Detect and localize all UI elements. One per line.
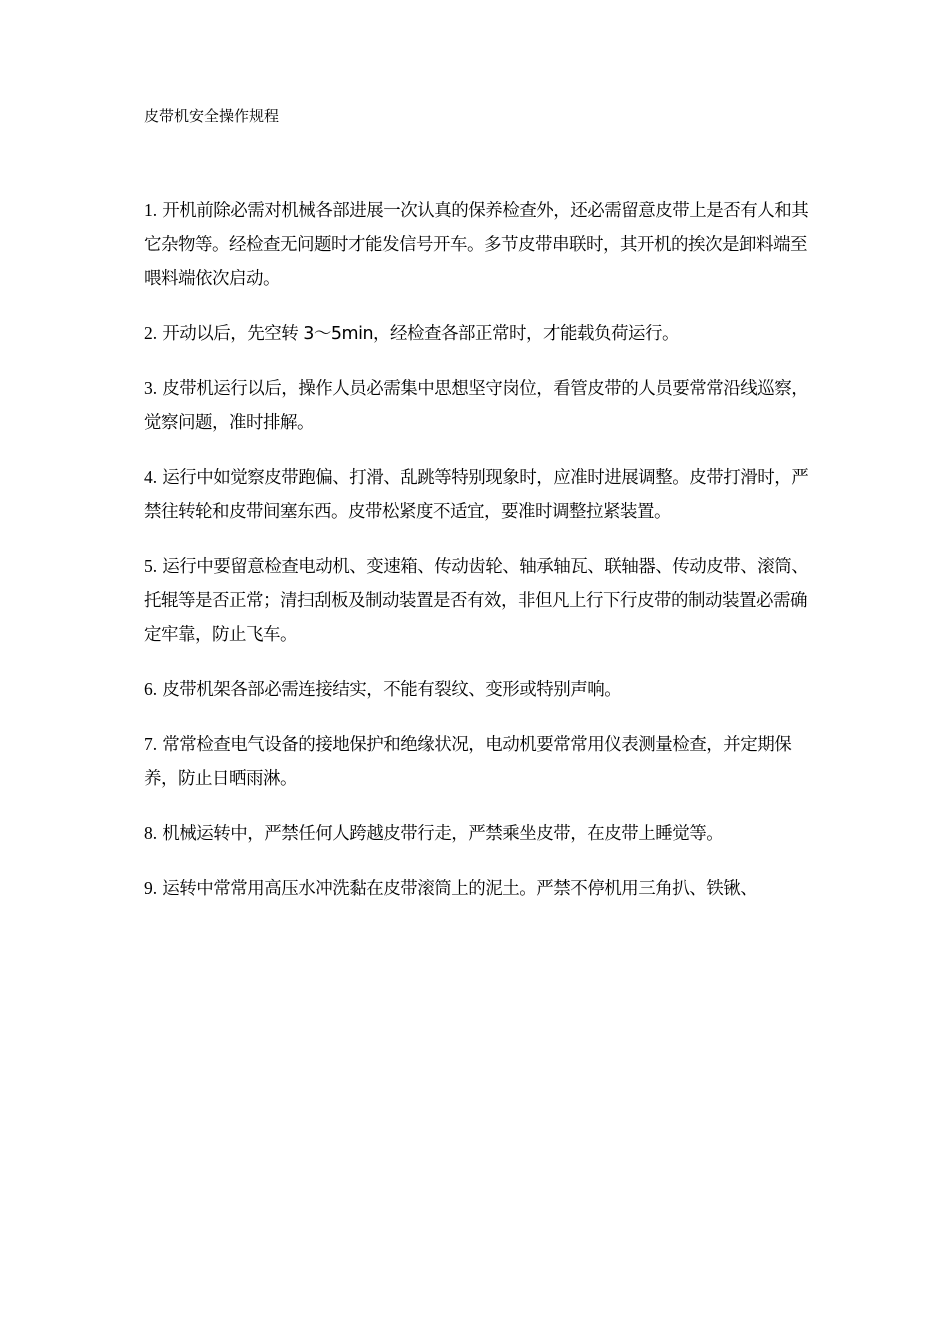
item-number: 2. (144, 323, 158, 343)
item-text: 开机前除必需对机械各部进展一次认真的保养检查外，还必需留意皮带上是否有人和其它杂物等。经检查无问题时才能发信号开车。多节皮带串联时，其开机的挨次是卸料端至喂料端依次启动。 (144, 201, 809, 289)
item-number: 5. (144, 556, 158, 576)
item-number: 7. (144, 734, 158, 754)
item-text: 常常检查电气设备的接地保护和绝缘状况，电动机要常常用仪表测量检查，并定期保养，防止日晒雨淋。 (144, 735, 792, 789)
list-item-8 (144, 816, 820, 851)
item-text: 皮带机运行以后，操作人员必需集中思想坚守岗位，看管皮带的人员要常常沿线巡察，觉察问题，准时排解。 (144, 379, 809, 433)
item-text: 运行中要留意检查电动机、变速箱、传动齿轮、轴承轴瓦、联轴器、传动皮带、滚筒、托辊等是否正常；清扫刮板及制动装置是否有效，非但凡上行下行皮带的制动装置必需确定牢靠，防止飞车。 (144, 557, 809, 645)
item-text: 运转中常常用高压水冲洗黏在皮带滚筒上的泥土。严禁不停机用三角扒、铁锹、 (162, 879, 758, 899)
document-title: 皮带机安全操作规程 (144, 107, 280, 125)
list-item-5 (144, 549, 820, 652)
item-text: 开动以后，先空转 3～5min，经检查各部正常时，才能载负荷运行。 (162, 324, 680, 344)
item-number: 9. (144, 878, 158, 898)
item-number: 1. (144, 200, 158, 220)
list-item-2 (144, 316, 820, 351)
list-item-4 (144, 460, 820, 529)
item-number: 6. (144, 679, 158, 699)
item-text: 运行中如觉察皮带跑偏、打滑、乱跳等特别现象时，应准时进展调整。皮带打滑时，严禁往转轮和皮带间塞东西。皮带松紧度不适宜，要准时调整拉紧装置。 (144, 468, 809, 522)
list-item-1 (144, 193, 820, 296)
list-item-7 (144, 727, 820, 796)
document-body (144, 193, 820, 926)
item-number: 8. (144, 823, 158, 843)
list-item-3 (144, 371, 820, 440)
item-text: 皮带机架各部必需连接结实，不能有裂纹、变形或特别声响。 (162, 680, 622, 700)
list-item-9 (144, 871, 820, 906)
item-number: 3. (144, 378, 158, 398)
list-item-6 (144, 672, 820, 707)
item-text: 机械运转中，严禁任何人跨越皮带行走，严禁乘坐皮带，在皮带上睡觉等。 (162, 824, 724, 844)
item-number: 4. (144, 467, 158, 487)
